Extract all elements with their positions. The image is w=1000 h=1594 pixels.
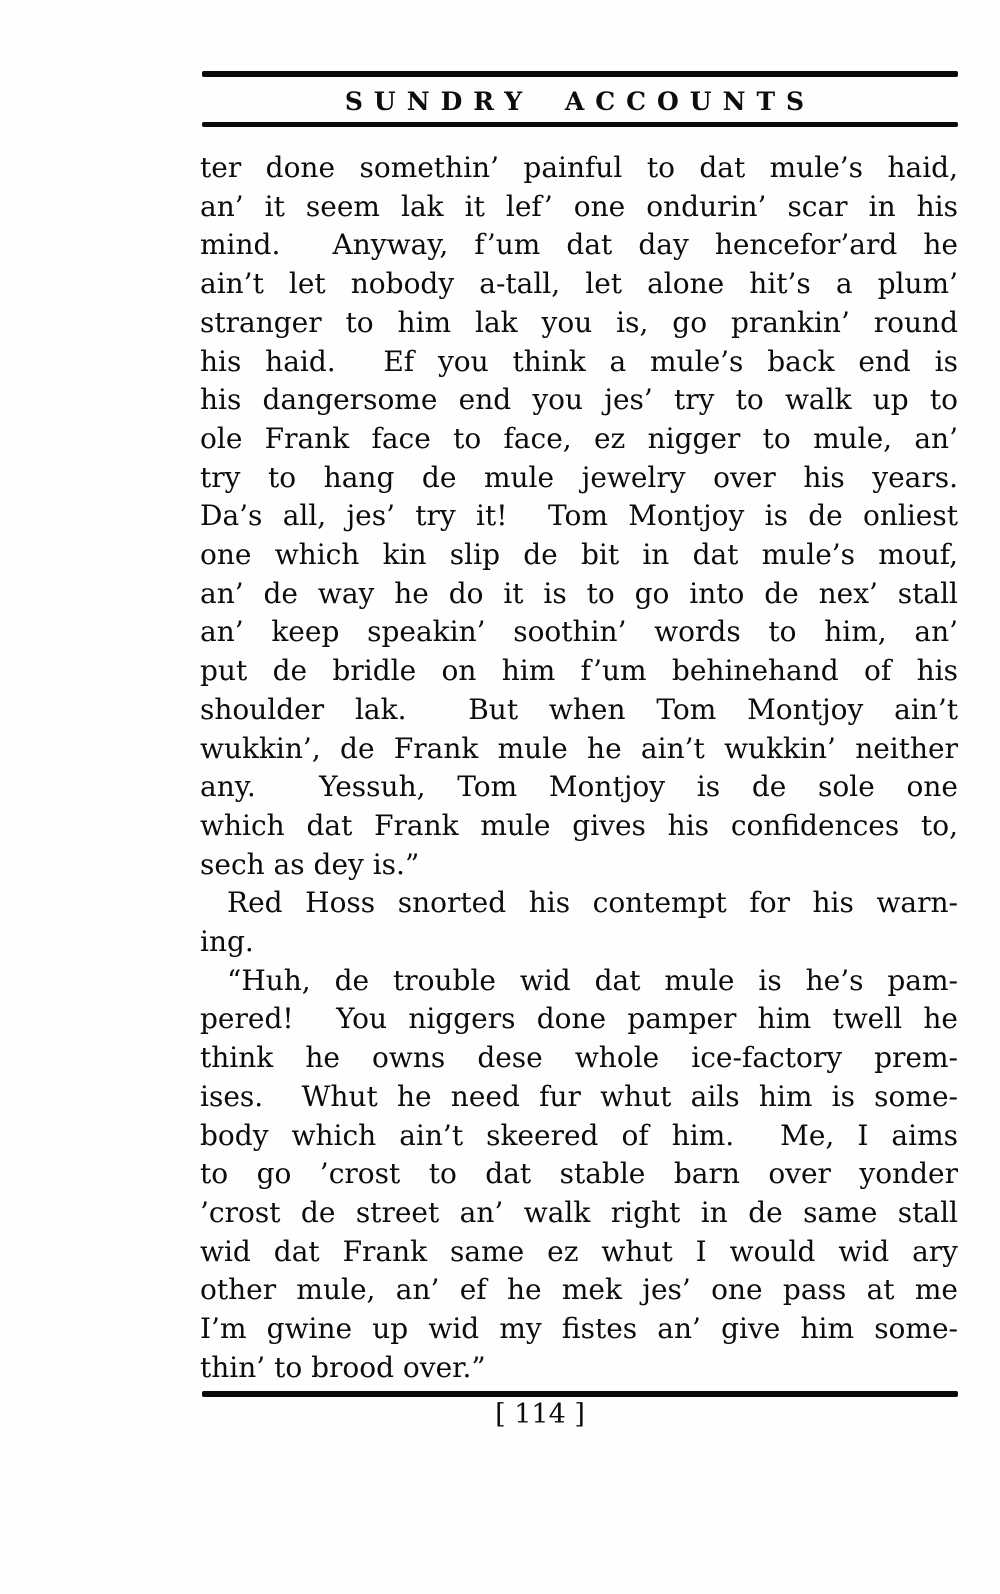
text-line: wukkin’, de Frank mule he ain’t wukkin’ neither: [200, 731, 958, 765]
text-line: put de bridle on him f’um behinehand of his: [200, 654, 958, 688]
text-line: I’m gwine up wid my fistes an’ give him some-: [200, 1312, 958, 1346]
text-line: ’crost de street an’ walk right in de same stall: [200, 1195, 958, 1229]
header-rule-bottom: [202, 122, 958, 127]
text-line: Da’s all, jes’ try it! Tom Montjoy is de onliest: [200, 499, 958, 533]
text-line: any. Yessuh, Tom Montjoy is de sole one: [200, 770, 958, 804]
text-line: ole Frank face to face, ez nigger to mule, an’: [200, 421, 958, 455]
text-line: ain’t let nobody a-tall, let alone hit’s a plum’: [200, 267, 958, 301]
text-line: “Huh, de trouble wid dat mule is he’s pam-: [227, 963, 958, 997]
text-line: an’ keep speakin’ soothin’ words to him, an’: [200, 615, 958, 649]
text-line: wid dat Frank same ez whut I would wid ary: [200, 1234, 958, 1268]
text-line: ing.: [200, 925, 254, 959]
text-line: mind. Anyway, f’um dat day hencefor’ard he: [200, 228, 958, 262]
text-line: Red Hoss snorted his contempt for his warn-: [227, 886, 958, 920]
text-line: thin’ to brood over.”: [200, 1350, 486, 1384]
page-body: [200, 149, 958, 1388]
text-line: pered! You niggers done pamper him twell he: [200, 1002, 958, 1036]
footer-rule: [202, 1391, 958, 1397]
text-line: which dat Frank mule gives his confidences to,: [200, 808, 958, 842]
text-line: ises. Whut he need fur whut ails him is some-: [200, 1079, 958, 1113]
text-line: ter done somethin’ painful to dat mule’s haid,: [200, 151, 958, 184]
text-line: other mule, an’ ef he mek jes’ one pass at me: [200, 1273, 958, 1307]
text-line: his haid. Ef you think a mule’s back end is: [200, 344, 958, 378]
text-line: try to hang de mule jewelry over his years.: [200, 460, 958, 494]
text-line: stranger to him lak you is, go prankin’ round: [200, 305, 958, 339]
text-line: think he owns dese whole ice-factory prem-: [200, 1041, 958, 1075]
text-line: an’ de way he do it is to go into de nex’ stall: [200, 576, 958, 610]
text-line: one which kin slip de bit in dat mule’s mouf,: [200, 538, 958, 572]
page-number: [ 114 ]: [495, 1399, 585, 1430]
text-line: sech as dey is.”: [200, 847, 420, 881]
text-line: an’ it seem lak it lef’ one ondurin’ scar in his: [200, 189, 958, 223]
running-header-title: SUNDRY ACCOUNTS: [344, 87, 816, 116]
text-line: body which ain’t skeered of him. Me, I aims: [200, 1118, 958, 1152]
text-line: his dangersome end you jes’ try to walk up to: [200, 383, 958, 417]
text-line: shoulder lak. But when Tom Montjoy ain’t: [200, 692, 958, 726]
header-rule-top: [202, 71, 958, 77]
text-line: to go ’crost to dat stable barn over yonder: [200, 1157, 958, 1191]
